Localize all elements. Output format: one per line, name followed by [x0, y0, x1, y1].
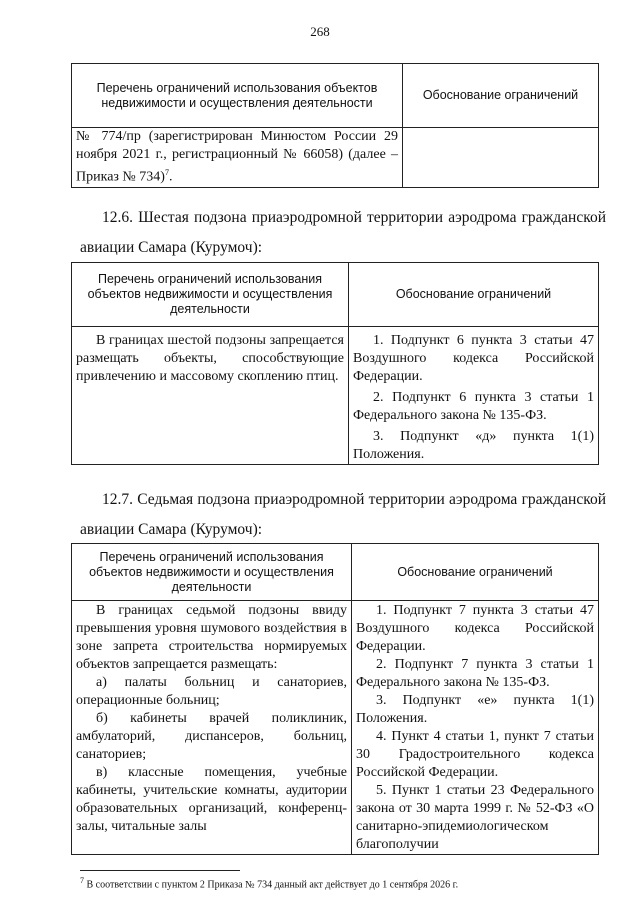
- table-header-justification: Обоснование ограничений: [349, 263, 599, 327]
- legal-basis-item: 2. Подпункт 6 пункта 3 статьи 1 Федерального закона № 135-ФЗ.: [353, 390, 594, 423]
- table-header-restrictions: Перечень ограничений использования объектов недвижимости и осуществления деятельности: [72, 544, 352, 601]
- footnote: [80, 876, 458, 890]
- restriction-text: В границах шестой подзоны запрещается размещать объекты, способствующие привлечению и массовому скоплению птиц.: [76, 333, 344, 384]
- section-heading-12-7: 12.7. Седьмая подзона приаэродромной территории аэродрома гражданской авиации Самара (Курумоч):: [80, 491, 606, 538]
- table-header-restrictions: Перечень ограничений использования объектов недвижимости и осуществления деятельности: [72, 64, 403, 128]
- section-heading-12-6: 12.6. Шестая подзона приаэродромной территории аэродрома гражданской авиации Самара (Курумоч):: [80, 209, 606, 256]
- footnote-marker: 7: [80, 876, 84, 885]
- table-header-justification: Обоснование ограничений: [403, 64, 599, 128]
- page-number: 268: [310, 24, 330, 39]
- footnote-divider: [80, 870, 240, 871]
- legal-basis-item: 1. Подпункт 6 пункта 3 статьи 47 Воздушного кодекса Российской Федерации.: [353, 333, 594, 384]
- table-cell-restriction: [72, 327, 349, 465]
- restriction-item-b: б) кабинеты врачей поликлиник, амбулаторий, диспансеров, больниц, санаториев;: [76, 711, 347, 762]
- table-cell-justification: [352, 601, 599, 855]
- restriction-intro: В границах седьмой подзоны ввиду превышения уровня шумового воздействия в зоне запрета строительства нормируемых объектов запрещается размещать:: [76, 603, 347, 672]
- restriction-item-v: в) классные помещения, учебные кабинеты, учительские комнаты, аудитории образовательных организаций, конференц-залы, читальные залы: [76, 765, 347, 834]
- footnote-reference: 7: [164, 168, 169, 177]
- legal-basis-item: 3. Подпункт «е» пункта 1(1) Положения.: [356, 693, 594, 726]
- legal-basis-item: 2. Подпункт 7 пункта 3 статьи 1 Федерального закона № 135-ФЗ.: [356, 657, 594, 690]
- subzone-7-restrictions-table: [71, 543, 599, 855]
- legal-basis-item: 5. Пункт 1 статьи 23 Федерального закона от 30 марта 1999 г. № 52-ФЗ «О санитарно-эпидемиологическом благополучии: [356, 783, 594, 852]
- legal-basis-item: 1. Подпункт 7 пункта 3 статьи 47 Воздушного кодекса Российской Федерации.: [356, 603, 594, 654]
- restrictions-table-continuation: [71, 63, 599, 188]
- legal-basis-item: 4. Пункт 4 статьи 1, пункт 7 статьи 30 Градостроительного кодекса Российской Федерации.: [356, 729, 594, 780]
- order-reference-text: № 774/пр (зарегистрирован Минюстом России 29 ноября 2021 г., регистрационный № 66058) (далее – Приказ № 734): [76, 129, 398, 185]
- footnote-text: В соответствии с пунктом 2 Приказа № 734 данный акт действует до 1 сентября 2026 г.: [86, 879, 459, 891]
- table-cell-restriction: [72, 601, 352, 855]
- table-header-justification: Обоснование ограничений: [352, 544, 599, 601]
- legal-basis-item: 3. Подпункт «д» пункта 1(1) Положения.: [353, 429, 594, 462]
- table-cell-justification: [349, 327, 599, 465]
- table-cell-restriction: № 774/пр (зарегистрирован Минюстом России 29 ноября 2021 г., регистрационный № 66058) (далее – Приказ № 734)$^7$.: [72, 128, 403, 188]
- restriction-item-a: а) палаты больниц и санаториев, операционные больниц;: [76, 675, 347, 708]
- table-cell-justification: [403, 128, 599, 188]
- table-header-restrictions: Перечень ограничений использования объектов недвижимости и осуществления деятельности: [72, 263, 349, 327]
- subzone-6-restrictions-table: [71, 262, 599, 465]
